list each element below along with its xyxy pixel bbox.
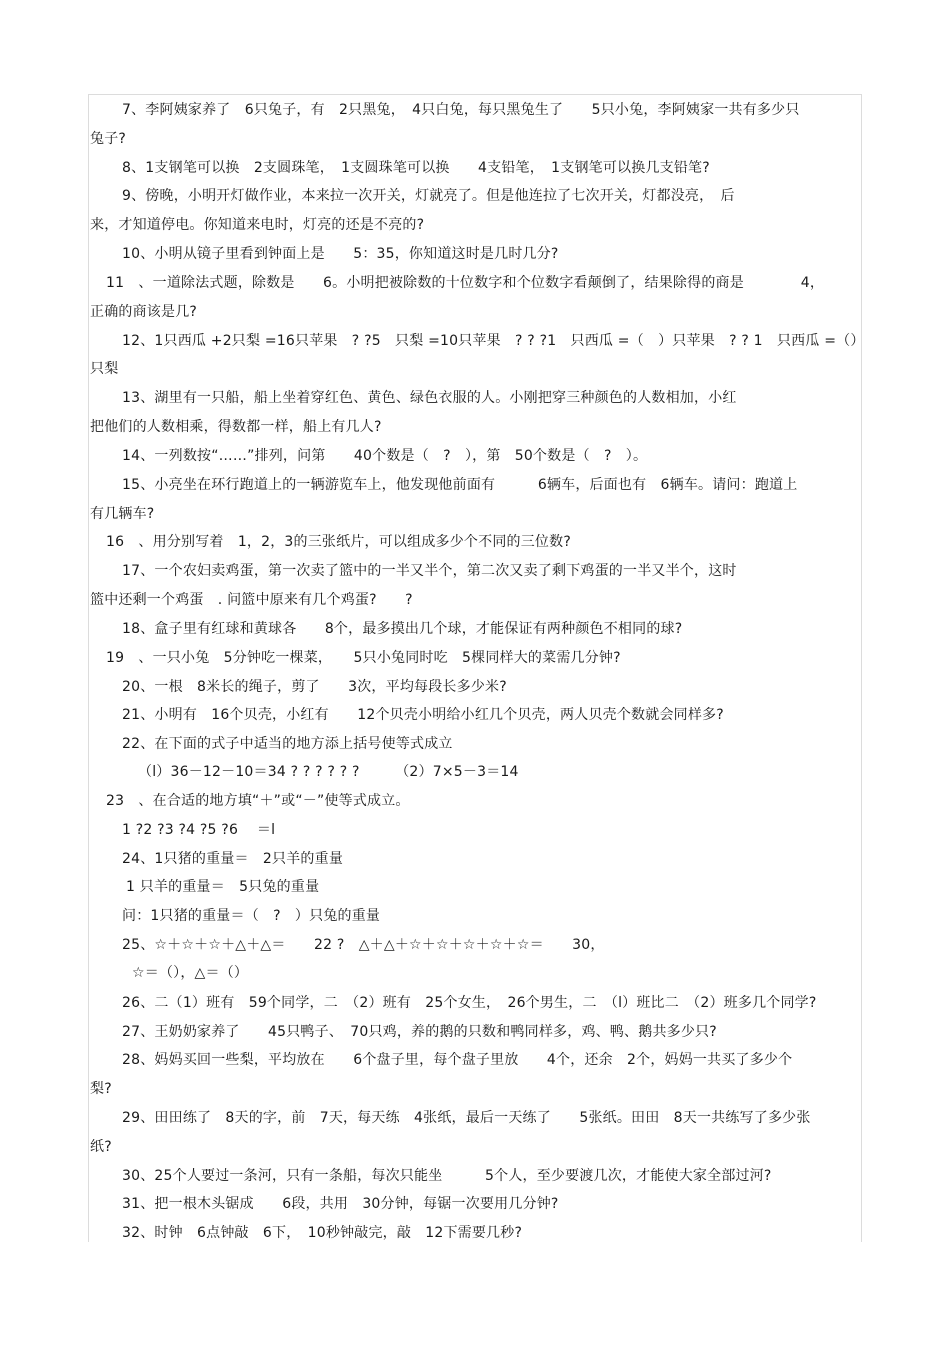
text-line: 29、田田练了 8天的字，前 7天，每天练 4张纸，最后一天练了 5张纸。田田 8天一共练写了多少张 [122, 1110, 811, 1126]
text-line: 8、1支钢笔可以换 2支圆珠笔， 1支圆珠笔可以换 4支铅笔， 1支钢笔可以换几支铅笔? [122, 160, 710, 176]
text-line: 把他们的人数相乘，得数都一样，船上有几人? [90, 419, 382, 435]
text-line: 15、小亮坐在环行跑道上的一辆游览车上，他发现他前面有 6辆车，后面也有 6辆车。请问：跑道上 [122, 477, 798, 493]
text-line: ☆＝（），△＝（） [132, 965, 249, 981]
text-line: 梨? [90, 1081, 112, 1097]
text-line: 14、一列数按“……”排列，问第 40个数是（ ? ），第 50个数是（ ? ）。 [122, 448, 648, 464]
text-line: 问：1只猪的重量＝（ ? ）只兔的重量 [122, 908, 381, 924]
text-line: 篮中还剩一个鸡蛋 . 问篮中原来有几个鸡蛋? ? [90, 592, 413, 608]
text-line: 32、时钟 6点钟敲 6下， 10秒钟敲完，敲 12下需要几秒? [122, 1225, 523, 1241]
text-line: 30、25个人要过一条河，只有一条船，每次只能坐 5个人，至少要渡几次，才能使大家全部过河? [122, 1168, 772, 1184]
page-frame [88, 94, 862, 1242]
text-line: 13、湖里有一只船，船上坐着穿红色、黄色、绿色衣服的人。小刚把穿三种颜色的人数相加，小红 [122, 390, 737, 406]
text-line: 27、王奶奶家养了 45只鸭子、 70只鸡，养的鹅的只数和鸭同样多，鸡、鸭、鹅共多少只? [122, 1024, 717, 1040]
text-line: 23 、在合适的地方填“＋”或“－”使等式成立。 [106, 793, 410, 809]
text-line: 19 、一只小兔 5分钟吃一棵菜， 5只小兔同时吃 5棵同样大的菜需几分钟? [106, 650, 621, 666]
text-line: 18、盒子里有红球和黄球各 8个，最多摸出几个球，才能保证有两种颜色不相同的球? [122, 621, 683, 637]
text-line: 10、小明从镜子里看到钟面上是 5：35，你知道这时是几时几分? [122, 246, 559, 262]
text-line: 只梨 [90, 361, 119, 377]
text-line: 正确的商该是几? [90, 304, 198, 320]
text-line: 24、1只猪的重量＝ 2只羊的重量 [122, 851, 344, 867]
text-line: 11 、一道除法式题，除数是 6。小明把被除数的十位数字和个位数字看颠倒了，结果除得的商是 4， [106, 275, 825, 291]
text-line: 31、把一根木头锯成 6段，共用 30分钟，每锯一次要用几分钟? [122, 1196, 559, 1212]
text-line: 21、小明有 16个贝壳，小红有 12个贝壳小明给小红几个贝壳，两人贝壳个数就会同样多? [122, 707, 724, 723]
text-line: 有几辆车? [90, 506, 155, 522]
text-line: 1 ?2 ?3 ?4 ?5 ?6 ＝l [122, 822, 276, 838]
text-line: 1 只羊的重量＝ 5只兔的重量 [126, 879, 320, 895]
text-line: 22、在下面的式子中适当的地方添上括号使等式成立 [122, 736, 453, 752]
text-line: 28、妈妈买回一些梨，平均放在 6个盘子里，每个盘子里放 4个，还余 2个，妈妈一共买了多少个 [122, 1052, 793, 1068]
text-line: 来，才知道停电。你知道来电时，灯亮的还是不亮的? [90, 217, 425, 233]
text-line: 纸? [90, 1139, 112, 1155]
text-line: 20、一根 8米长的绳子，剪了 3次，平均每段长多少米? [122, 679, 507, 695]
text-line: 兔子? [90, 131, 127, 147]
text-line: 7、李阿姨家养了 6只兔子，有 2只黑兔， 4只白兔，每只黑兔生了 5只小兔，李阿姨家一共有多少只 [122, 102, 800, 118]
text-line: 25、☆＋☆＋☆＋△＋△＝ 22 ? △＋△＋☆＋☆＋☆＋☆＋☆＝ 30， [122, 937, 605, 953]
text-line: 9、傍晚，小明开灯做作业，本来拉一次开关，灯就亮了。但是他连拉了七次开关，灯都没亮， 后 [122, 188, 735, 204]
text-line: 16 、用分别写着 1，2，3的三张纸片，可以组成多少个不同的三位数? [106, 534, 571, 550]
text-line: 17、一个农妇卖鸡蛋，第一次卖了篮中的一半又半个，第二次又卖了剩下鸡蛋的一半又半个，这时 [122, 563, 737, 579]
text-line: （l）36－12－10＝34 ? ? ? ? ? ? （2）7×5－3＝14 [138, 764, 519, 780]
text-line: 12、1只西瓜 +2只梨 =16只苹果 ? ?5 只梨 =10只苹果 ? ? ?1 只西瓜 =（ ）只苹果 ? ? 1 只西瓜 =（） [122, 333, 865, 349]
text-line: 26、二（1）班有 59个同学，二 （2）班有 25个女生， 26个男生，二 （l）班比二 （2）班多几个同学? [122, 995, 817, 1011]
